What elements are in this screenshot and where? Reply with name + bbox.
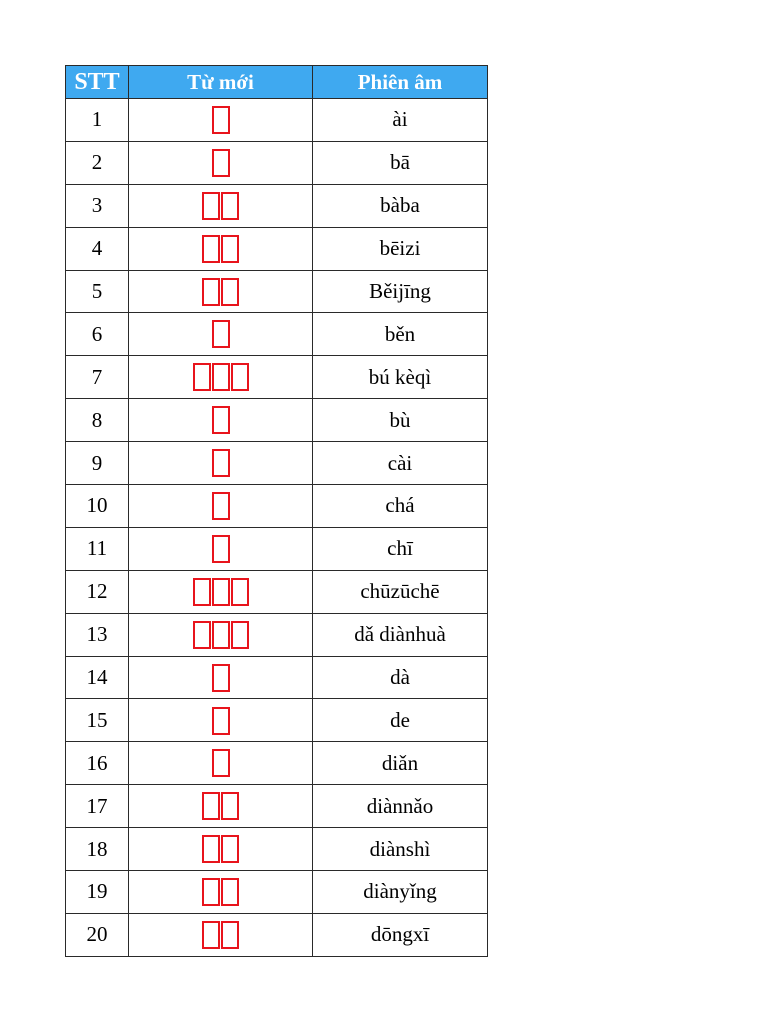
missing-glyph-icon bbox=[212, 492, 230, 520]
missing-glyph-icon bbox=[212, 749, 230, 777]
missing-glyph-icon bbox=[231, 363, 249, 391]
missing-glyph-icon bbox=[202, 278, 220, 306]
missing-glyphs bbox=[212, 535, 230, 563]
cell-stt[interactable]: 13 bbox=[66, 613, 129, 656]
missing-glyphs bbox=[202, 235, 239, 263]
cell-new-word[interactable] bbox=[129, 227, 313, 270]
missing-glyph-icon bbox=[221, 278, 239, 306]
missing-glyph-icon bbox=[202, 878, 220, 906]
table-row bbox=[66, 227, 488, 270]
cell-stt[interactable]: 9 bbox=[66, 442, 129, 485]
table-row bbox=[66, 785, 488, 828]
table-row bbox=[66, 913, 488, 956]
cell-pinyin[interactable]: cài bbox=[313, 442, 488, 485]
cell-new-word[interactable] bbox=[129, 442, 313, 485]
header-new-word[interactable]: Từ mới bbox=[129, 66, 313, 99]
missing-glyph-icon bbox=[212, 621, 230, 649]
missing-glyph-icon bbox=[221, 192, 239, 220]
missing-glyph-icon bbox=[212, 106, 230, 134]
cell-pinyin[interactable]: diànyǐng bbox=[313, 871, 488, 914]
missing-glyphs bbox=[212, 749, 230, 777]
missing-glyphs bbox=[212, 664, 230, 692]
cell-new-word[interactable] bbox=[129, 313, 313, 356]
missing-glyph-icon bbox=[193, 578, 211, 606]
missing-glyph-icon bbox=[202, 192, 220, 220]
cell-stt[interactable]: 12 bbox=[66, 570, 129, 613]
cell-new-word[interactable] bbox=[129, 399, 313, 442]
cell-stt[interactable]: 4 bbox=[66, 227, 129, 270]
cell-new-word[interactable] bbox=[129, 99, 313, 142]
missing-glyphs bbox=[212, 707, 230, 735]
missing-glyphs bbox=[202, 835, 239, 863]
missing-glyph-icon bbox=[212, 320, 230, 348]
cell-stt[interactable]: 7 bbox=[66, 356, 129, 399]
missing-glyphs bbox=[193, 578, 249, 606]
cell-stt[interactable]: 10 bbox=[66, 485, 129, 528]
table-row bbox=[66, 399, 488, 442]
table-row bbox=[66, 570, 488, 613]
table-row bbox=[66, 656, 488, 699]
cell-pinyin[interactable]: bēizi bbox=[313, 227, 488, 270]
cell-new-word[interactable] bbox=[129, 871, 313, 914]
cell-pinyin[interactable]: Běijīng bbox=[313, 270, 488, 313]
missing-glyph-icon bbox=[193, 621, 211, 649]
missing-glyphs bbox=[202, 792, 239, 820]
cell-stt[interactable]: 17 bbox=[66, 785, 129, 828]
missing-glyph-icon bbox=[202, 835, 220, 863]
cell-pinyin[interactable]: dǎ diànhuà bbox=[313, 613, 488, 656]
missing-glyph-icon bbox=[212, 664, 230, 692]
cell-stt[interactable]: 19 bbox=[66, 871, 129, 914]
cell-pinyin[interactable]: bù bbox=[313, 399, 488, 442]
table-row bbox=[66, 871, 488, 914]
missing-glyphs bbox=[212, 492, 230, 520]
cell-stt[interactable]: 11 bbox=[66, 527, 129, 570]
missing-glyph-icon bbox=[212, 449, 230, 477]
cell-pinyin[interactable]: diànshì bbox=[313, 828, 488, 871]
missing-glyphs bbox=[212, 106, 230, 134]
missing-glyph-icon bbox=[212, 406, 230, 434]
cell-pinyin[interactable]: chá bbox=[313, 485, 488, 528]
cell-stt[interactable]: 20 bbox=[66, 913, 129, 956]
missing-glyphs bbox=[193, 363, 249, 391]
cell-stt[interactable]: 2 bbox=[66, 141, 129, 184]
missing-glyph-icon bbox=[221, 235, 239, 263]
table-row bbox=[66, 613, 488, 656]
header-row bbox=[66, 66, 488, 99]
cell-new-word[interactable] bbox=[129, 913, 313, 956]
cell-stt[interactable]: 16 bbox=[66, 742, 129, 785]
missing-glyphs bbox=[212, 320, 230, 348]
missing-glyph-icon bbox=[202, 235, 220, 263]
cell-pinyin[interactable]: dōngxī bbox=[313, 913, 488, 956]
table-row bbox=[66, 270, 488, 313]
table-row bbox=[66, 141, 488, 184]
cell-new-word[interactable] bbox=[129, 742, 313, 785]
cell-new-word[interactable] bbox=[129, 570, 313, 613]
missing-glyphs bbox=[212, 406, 230, 434]
cell-pinyin[interactable]: bàba bbox=[313, 184, 488, 227]
cell-pinyin[interactable]: de bbox=[313, 699, 488, 742]
missing-glyph-icon bbox=[202, 921, 220, 949]
missing-glyphs bbox=[202, 278, 239, 306]
cell-new-word[interactable] bbox=[129, 141, 313, 184]
cell-stt[interactable]: 3 bbox=[66, 184, 129, 227]
missing-glyphs bbox=[202, 192, 239, 220]
cell-stt[interactable]: 15 bbox=[66, 699, 129, 742]
cell-new-word[interactable] bbox=[129, 184, 313, 227]
missing-glyph-icon bbox=[212, 149, 230, 177]
missing-glyph-icon bbox=[212, 535, 230, 563]
table-row bbox=[66, 527, 488, 570]
table-row bbox=[66, 313, 488, 356]
missing-glyphs bbox=[193, 621, 249, 649]
cell-pinyin[interactable]: diànnǎo bbox=[313, 785, 488, 828]
missing-glyph-icon bbox=[221, 792, 239, 820]
cell-new-word[interactable] bbox=[129, 527, 313, 570]
table-row bbox=[66, 485, 488, 528]
missing-glyphs bbox=[212, 149, 230, 177]
missing-glyph-icon bbox=[221, 921, 239, 949]
cell-stt[interactable]: 1 bbox=[66, 99, 129, 142]
missing-glyph-icon bbox=[221, 835, 239, 863]
table-row bbox=[66, 442, 488, 485]
cell-new-word[interactable] bbox=[129, 356, 313, 399]
missing-glyph-icon bbox=[212, 363, 230, 391]
missing-glyphs bbox=[212, 449, 230, 477]
table-row bbox=[66, 742, 488, 785]
table-row bbox=[66, 828, 488, 871]
missing-glyphs bbox=[202, 921, 239, 949]
cell-pinyin[interactable]: dà bbox=[313, 656, 488, 699]
cell-pinyin[interactable]: chī bbox=[313, 527, 488, 570]
cell-stt[interactable]: 14 bbox=[66, 656, 129, 699]
cell-pinyin[interactable]: bú kèqì bbox=[313, 356, 488, 399]
missing-glyph-icon bbox=[193, 363, 211, 391]
missing-glyph-icon bbox=[231, 621, 249, 649]
cell-pinyin[interactable]: ài bbox=[313, 99, 488, 142]
cell-stt[interactable]: 5 bbox=[66, 270, 129, 313]
cell-new-word[interactable] bbox=[129, 785, 313, 828]
table-body bbox=[66, 99, 488, 957]
missing-glyphs bbox=[202, 878, 239, 906]
cell-new-word[interactable] bbox=[129, 270, 313, 313]
missing-glyph-icon bbox=[221, 878, 239, 906]
header-pinyin[interactable]: Phiên âm bbox=[313, 66, 488, 99]
vocabulary-table bbox=[65, 65, 488, 957]
cell-stt[interactable]: 6 bbox=[66, 313, 129, 356]
cell-pinyin[interactable]: diǎn bbox=[313, 742, 488, 785]
missing-glyph-icon bbox=[202, 792, 220, 820]
cell-pinyin[interactable]: chūzūchē bbox=[313, 570, 488, 613]
table-row bbox=[66, 184, 488, 227]
cell-new-word[interactable] bbox=[129, 656, 313, 699]
missing-glyph-icon bbox=[212, 707, 230, 735]
cell-pinyin[interactable]: běn bbox=[313, 313, 488, 356]
missing-glyph-icon bbox=[212, 578, 230, 606]
table-row bbox=[66, 699, 488, 742]
cell-new-word[interactable] bbox=[129, 699, 313, 742]
cell-stt[interactable]: 18 bbox=[66, 828, 129, 871]
missing-glyph-icon bbox=[231, 578, 249, 606]
table-row bbox=[66, 356, 488, 399]
table-row bbox=[66, 99, 488, 142]
cell-new-word[interactable] bbox=[129, 613, 313, 656]
header-stt[interactable]: STT bbox=[66, 66, 129, 99]
cell-new-word[interactable] bbox=[129, 828, 313, 871]
cell-pinyin[interactable]: bā bbox=[313, 141, 488, 184]
cell-new-word[interactable] bbox=[129, 485, 313, 528]
cell-stt[interactable]: 8 bbox=[66, 399, 129, 442]
